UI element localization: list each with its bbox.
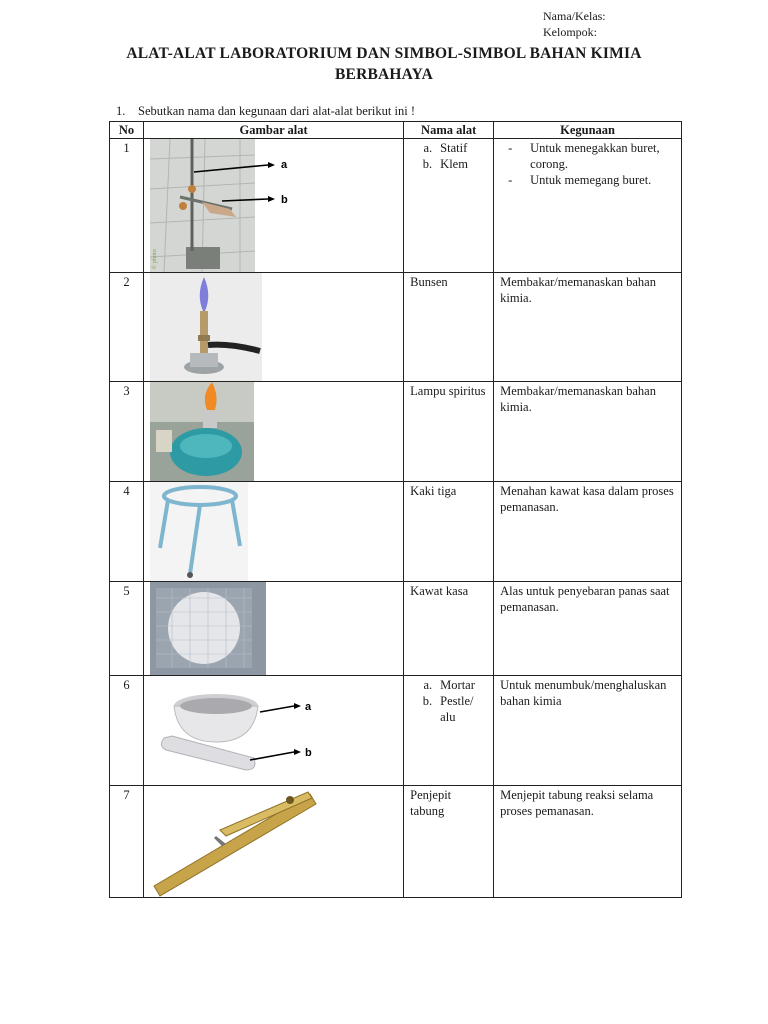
image-cell	[143, 382, 403, 482]
header-image: Gambar alat	[143, 122, 403, 139]
name-cell: Penjepit tabung	[404, 786, 494, 898]
name-cell	[404, 676, 494, 786]
callout-a: a	[304, 701, 312, 713]
use-cell: Membakar/memanaskan bahan kimia.	[494, 273, 682, 382]
callout-b: b	[280, 194, 288, 206]
spirit-lamp-photo	[150, 382, 254, 481]
use-item: - Untuk menegakkan buret, corong.	[508, 141, 660, 171]
header-name: Nama alat	[404, 122, 494, 139]
name-cell: Kawat kasa	[404, 582, 494, 676]
name-item: a. Statif	[423, 141, 468, 155]
table-row	[110, 139, 682, 273]
row-number: 2	[110, 273, 144, 382]
image-cell	[143, 273, 403, 382]
row-number: 4	[110, 482, 144, 582]
image-cell	[143, 786, 403, 898]
image-cell	[143, 139, 403, 273]
name-item: b. Klem	[422, 157, 468, 171]
callout-b: b	[304, 747, 312, 759]
instruction	[116, 103, 415, 119]
header-meta	[543, 8, 606, 40]
use-cell: Menjepit tabung reaksi selama proses pemanasan.	[494, 786, 682, 898]
name-cell: Kaki tiga	[404, 482, 494, 582]
name-cell: Bunsen	[404, 273, 494, 382]
row-number: 1	[110, 139, 144, 273]
mortar-pestle-photo	[150, 676, 400, 776]
row-number: 6	[110, 676, 144, 786]
wire-gauze-photo	[150, 582, 266, 675]
name-item: a. Mortar	[423, 678, 475, 692]
ring-stand-with-clamp-photo	[150, 139, 400, 272]
row-number: 5	[110, 582, 144, 676]
use-cell: Menahan kawat kasa dalam proses pemanasan.	[494, 482, 682, 582]
image-cell	[143, 582, 403, 676]
image-cell	[143, 482, 403, 582]
table-row	[110, 786, 682, 898]
row-number: 3	[110, 382, 144, 482]
use-cell	[494, 139, 682, 273]
test-tube-clamp-photo	[150, 786, 320, 897]
table-row	[110, 382, 682, 482]
table-row	[110, 482, 682, 582]
header-use: Kegunaan	[494, 122, 682, 139]
header-no: No	[110, 122, 144, 139]
row-number: 7	[110, 786, 144, 898]
page-title: ALAT-ALAT LABORATORIUM DAN SIMBOL-SIMBOL BAHAN KIMIA BERBAHAYA	[126, 45, 642, 83]
use-cell: Untuk menumbuk/menghaluskan bahan kimia	[494, 676, 682, 786]
callout-a: a	[280, 159, 288, 171]
name-cell	[404, 139, 494, 273]
name-cell: Lampu spiritus	[404, 382, 494, 482]
instruction-text: Sebutkan nama dan kegunaan dari alat-alat berikut ini !	[138, 104, 415, 118]
instruction-number: 1.	[116, 104, 126, 118]
table-row	[110, 676, 682, 786]
use-cell: Membakar/memanaskan bahan kimia.	[494, 382, 682, 482]
equipment-table	[109, 121, 682, 898]
table-header-row	[110, 122, 682, 139]
group-label: Kelompok:	[543, 25, 597, 39]
tripod-stand-photo	[150, 482, 248, 581]
name-item: b. Pestle/ alu	[422, 694, 474, 724]
use-item: - Untuk memegang buret.	[508, 173, 652, 187]
bunsen-burner-photo	[150, 273, 262, 381]
use-cell: Alas untuk penyebaran panas saat pemanasan.	[494, 582, 682, 676]
table-row	[110, 273, 682, 382]
table-row	[110, 582, 682, 676]
name-class-label: Nama/Kelas:	[543, 9, 606, 23]
svg-text:© photo: © photo	[151, 249, 158, 269]
image-cell	[143, 676, 403, 786]
